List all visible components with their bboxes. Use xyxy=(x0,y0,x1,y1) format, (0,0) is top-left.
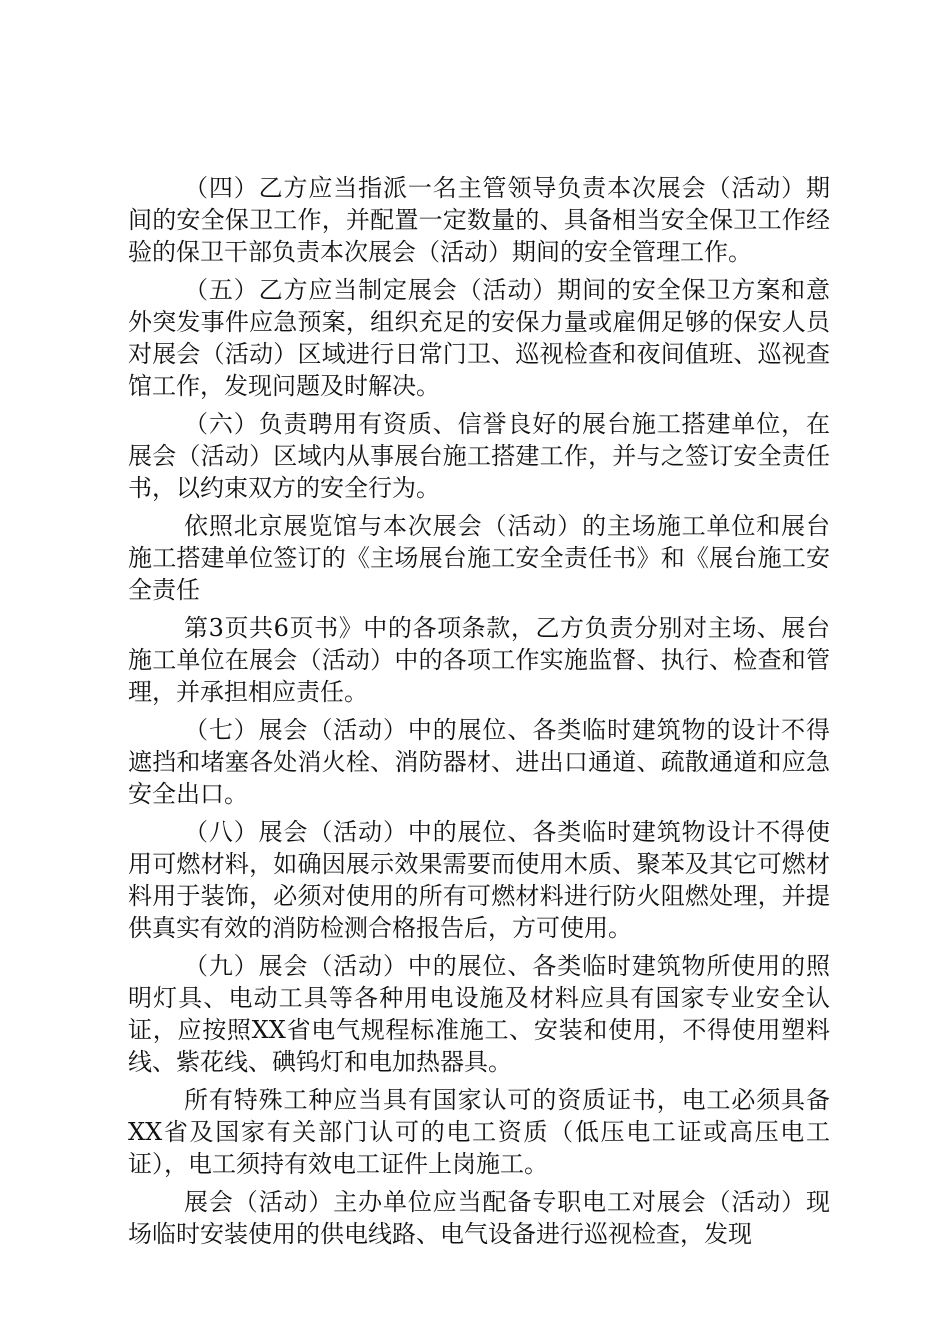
paragraph-item-9: （九）展会（活动）中的展位、各类临时建筑物所使用的照明灯具、电动工具等各种用电设施及材料应具有国家专业安全认证，应按照XX省电气规程标准施工、安装和使用，不得使用塑料线、紫花线、碘钨灯和电加热器具。 xyxy=(128,952,830,1076)
paragraph-reference-clause: 依照北京展览馆与本次展会（活动）的主场施工单位和展台施工搭建单位签订的《主场展台施工安全责任书》和《展台施工安全责任 xyxy=(128,512,830,604)
paragraph-item-7: （七）展会（活动）中的展位、各类临时建筑物的设计不得遮挡和堵塞各处消火栓、消防器材、进出口通道、疏散通道和应急安全出口。 xyxy=(128,716,830,808)
paragraph-item-6: （六）负责聘用有资质、信誉良好的展台施工搭建单位，在展会（活动）区域内从事展台施工搭建工作，并与之签订安全责任书，以约束双方的安全行为。 xyxy=(128,410,830,502)
paragraph-page-marker-continuation: 第3页共6页书》中的各项条款，乙方负责分别对主场、展台施工单位在展会（活动）中的各项工作实施监督、执行、检查和管理，并承担相应责任。 xyxy=(128,614,830,706)
document-page xyxy=(128,172,830,1256)
paragraph-electrician-duty: 展会（活动）主办单位应当配备专职电工对展会（活动）现场临时安装使用的供电线路、电气设备进行巡视检查，发现 xyxy=(128,1188,830,1248)
paragraph-item-4: （四）乙方应当指派一名主管领导负责本次展会（活动）期间的安全保卫工作，并配置一定数量的、具备相当安全保卫工作经验的保卫干部负责本次展会（活动）期间的安全管理工作。 xyxy=(128,174,830,266)
paragraph-item-8: （八）展会（活动）中的展位、各类临时建筑物设计不得使用可燃材料，如确因展示效果需要而使用木质、聚苯及其它可燃材料用于装饰，必须对使用的所有可燃材料进行防火阻燃处理，并提供真实有效的消防检测合格报告后，方可使用。 xyxy=(128,818,830,942)
paragraph-item-5: （五）乙方应当制定展会（活动）期间的安全保卫方案和意外突发事件应急预案，组织充足的安保力量或雇佣足够的保安人员对展会（活动）区域进行日常门卫、巡视检查和夜间值班、巡视查馆工作，发现问题及时解决。 xyxy=(128,276,830,400)
paragraph-special-workers: 所有特殊工种应当具有国家认可的资质证书，电工必须具备XX省及国家有关部门认可的电工资质（低压电工证或高压电工证），电工须持有效电工证件上岗施工。 xyxy=(128,1086,830,1178)
